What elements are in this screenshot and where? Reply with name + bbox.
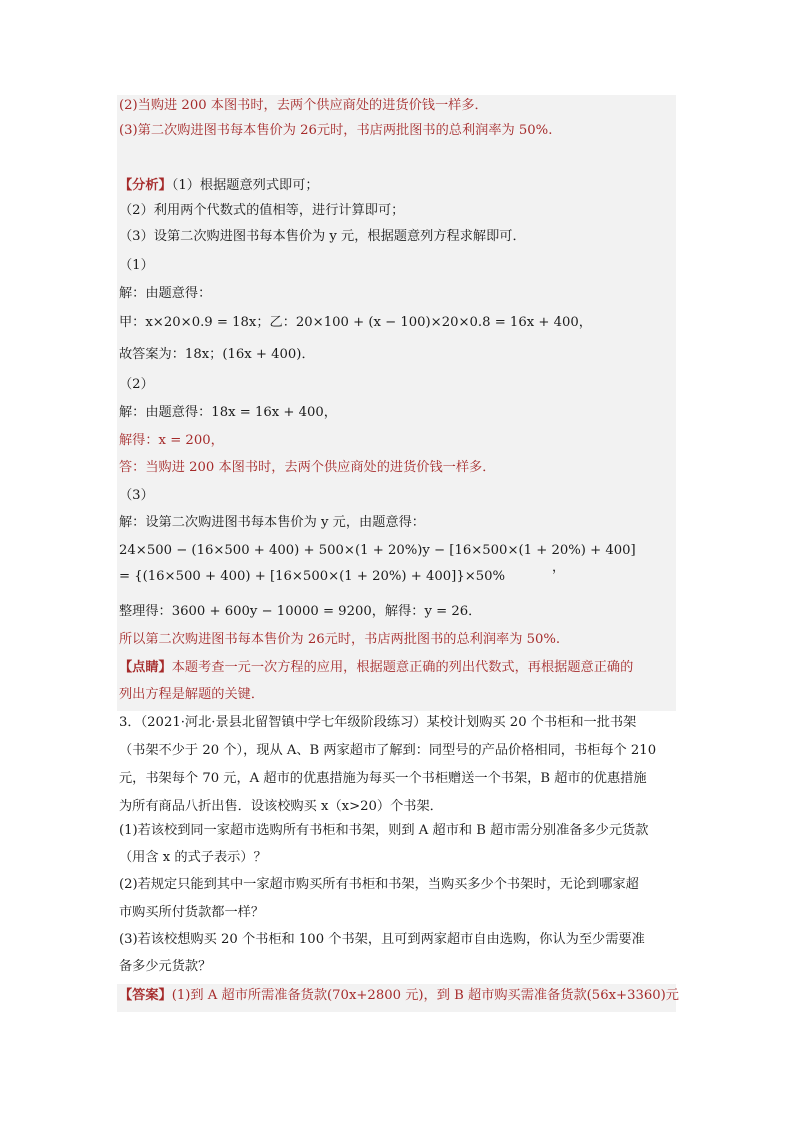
part3-line-1: 解：设第二次购进图书每本售价为 y 元，由题意得：	[119, 515, 425, 530]
comment-line-1	[119, 659, 633, 677]
question3-line-1: 3．（2021·河北·景县北留智镇中学七年级阶段练习）某校计划购买 20 个书柜和一批书架	[119, 715, 637, 730]
analysis-line-3: （3）设第二次购进图书每本售价为 y 元，根据题意列方程求解即可．	[119, 229, 526, 244]
analysis-line-1	[119, 177, 319, 195]
question3-line-8: 市购买所付货款都一样？	[119, 905, 265, 920]
question3-line-7: (2)若规定只能到其中一家超市购买所有书柜和书架，当购买多少个书架时，无论到哪家超	[119, 877, 639, 892]
part2-label: （2）	[119, 377, 154, 392]
part2-line-2: 解得：x = 200，	[119, 433, 224, 448]
question3-line-4: 为所有商品八折出售．设该校购买 x（x>20）个书架．	[119, 799, 443, 814]
part1-line-3: 故答案为：18x；(16x + 400)．	[119, 347, 315, 362]
part3-line-4: 整理得：3600 + 600y − 10000 = 9200，解得：y = 26．	[119, 604, 482, 619]
answer3-text-1: (1)到 A 超市所需准备货款(70x+2800 元)，到 B 超市购买需准备货款(56x+3360)元	[171, 988, 679, 1003]
answer-part3: (3)第二次购进图书每本售价为 26元时，书店两批图书的总利润率为 50%.	[119, 123, 553, 138]
question3-line-5: (1)若该校到同一家超市选购所有书柜和书架，则到 A 超市和 B 超市需分别准备多少元货款	[119, 823, 649, 838]
part2-line-1: 解：由题意得：18x = 16x + 400，	[119, 405, 337, 420]
part2-line-3: 答：当购进 200 本图书时，去两个供应商处的进货价钱一样多．	[119, 460, 496, 475]
analysis-text-1: （1）根据题意列式即可；	[171, 178, 319, 193]
comment-line-2: 列出方程是解题的关键．	[119, 687, 265, 702]
answer-part2: (2)当购进 200 本图书时，去两个供应商处的进货价钱一样多．	[119, 98, 488, 113]
comment-text-1: 本题考查一元一次方程的应用，根据题意正确的列出代数式，再根据题意正确的	[171, 660, 634, 675]
part3-equation-2: = {(16×500 + 400) + [16×500×(1 + 20%) + 400]}×50%	[119, 569, 506, 584]
part3-line-5: 所以第二次购进图书每本售价为 26元时，书店两批图书的总利润率为 50%.	[119, 632, 561, 647]
question3-line-10: 备多少元货款？	[119, 959, 212, 974]
part3-equation-comma: ，	[552, 560, 566, 575]
question3-line-3: 元，书架每个 70 元，A 超市的优惠措施为每买一个书柜赠送一个书架，B 超市的优惠措施	[119, 771, 647, 786]
question3-line-6: （用含 x 的式子表示）？	[119, 850, 267, 865]
answer3-line-1	[119, 987, 679, 1005]
question3-line-9: (3)若该校想购买 20 个书柜和 100 个书架，且可到两家超市自由选购，你认为至少需要准	[119, 932, 645, 947]
part1-label: （1）	[119, 258, 154, 273]
part3-label: （3）	[119, 488, 154, 503]
part1-line-1: 解：由题意得：	[119, 286, 212, 301]
analysis-line-2: （2）利用两个代数式的值相等，进行计算即可；	[119, 203, 405, 218]
part3-equation-1: 24×500 − (16×500 + 400) + 500×(1 + 20%)y − [16×500×(1 + 20%) + 400]	[119, 543, 636, 558]
question3-line-2: （书架不少于 20 个），现从 A、B 两家超市了解到：同型号的产品价格相同，书柜每个 210	[119, 743, 657, 758]
answer3-tag: 【答案】	[119, 988, 172, 1003]
analysis-tag: 【分析】	[119, 178, 172, 193]
part1-line-2: 甲：x×20×0.9 = 18x；乙：20×100 + (x − 100)×20×0.8 = 16x + 400，	[119, 315, 592, 330]
comment-tag: 【点睛】	[119, 660, 172, 675]
